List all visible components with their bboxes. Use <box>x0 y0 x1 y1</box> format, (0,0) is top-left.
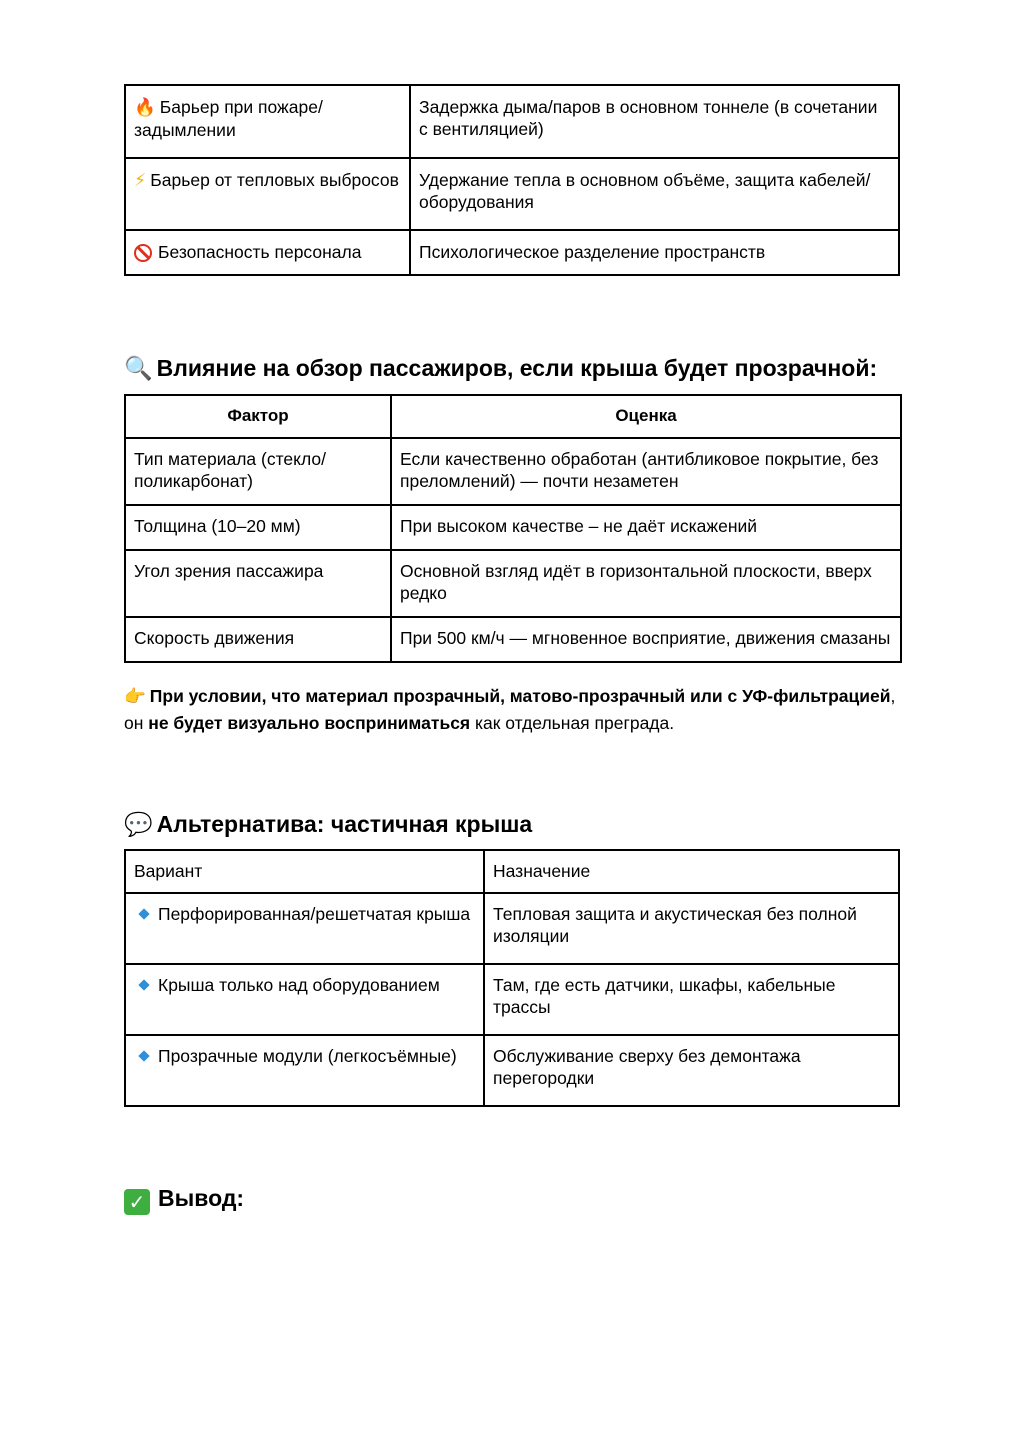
table-cell: При 500 км/ч — мгновенное восприятие, движения смазаны <box>391 617 901 662</box>
speech-bubble-icon: 💬 <box>124 812 153 838</box>
table-row <box>125 230 899 275</box>
table-cell <box>125 85 410 158</box>
column-header: Оценка <box>391 395 901 438</box>
document-page <box>124 84 900 1215</box>
lightning-icon: ⚡ <box>134 171 147 191</box>
table-cell: Психологическое разделение пространств <box>410 230 899 275</box>
table-cell: Задержка дыма/паров в основном тоннеле (в сочетании с вентиляцией) <box>410 85 899 158</box>
blue-diamond-icon <box>138 980 149 991</box>
barrier-name: Барьер при пожаре/задымлении <box>134 97 323 140</box>
fire-icon: 🔥 <box>134 98 156 118</box>
table-cell: Скорость движения <box>125 617 391 662</box>
table-cell <box>125 964 484 1035</box>
table-row <box>125 438 901 505</box>
table-header-row <box>125 395 901 438</box>
view-factors-table <box>124 394 902 663</box>
magnifier-icon: 🔍 <box>124 356 153 382</box>
section-title: Влияние на обзор пассажиров, если крыша будет прозрачной: <box>156 355 878 381</box>
table-row <box>125 1035 899 1106</box>
variant-label: Крыша только над оборудованием <box>158 975 440 995</box>
table-cell: Тип материала (стекло/поликарбонат) <box>125 438 391 505</box>
note-bold: не будет визуально восприниматься <box>148 713 471 733</box>
column-header: Вариант <box>125 850 484 893</box>
table-cell: Угол зрения пассажира <box>125 550 391 617</box>
table-cell: Тепловая защита и акустическая без полной изоляции <box>484 893 899 964</box>
table-cell: Основной взгляд идёт в горизонтальной плоскости, вверх редко <box>391 550 901 617</box>
table-cell: Обслуживание сверху без демонтажа перегородки <box>484 1035 899 1106</box>
table-row <box>125 505 901 550</box>
table-cell <box>125 158 410 230</box>
table-cell <box>125 1035 484 1106</box>
barrier-name: Безопасность персонала <box>158 242 362 262</box>
table-cell <box>125 893 484 964</box>
table-row <box>125 85 899 158</box>
table-cell: Там, где есть датчики, шкафы, кабельные трассы <box>484 964 899 1035</box>
table-cell: При высоком качестве – не даёт искажений <box>391 505 901 550</box>
blue-diamond-icon <box>138 909 149 920</box>
note-bold: При условии, что материал прозрачный, матово-прозрачный или с УФ-фильтрацией <box>149 686 891 706</box>
check-mark-icon: ✓ <box>124 1189 150 1215</box>
table-cell: Толщина (10–20 мм) <box>125 505 391 550</box>
section-heading <box>124 1183 900 1215</box>
column-header: Назначение <box>484 850 899 893</box>
table-row <box>125 617 901 662</box>
table-row <box>125 964 899 1035</box>
variant-label: Перфорированная/решетчатая крыша <box>158 904 471 924</box>
barrier-name: Барьер от тепловых выбросов <box>150 170 399 190</box>
pointing-hand-icon: 👉 <box>124 687 146 707</box>
table-row <box>125 893 899 964</box>
section-heading <box>124 809 900 841</box>
variant-label: Прозрачные модули (легкосъёмные) <box>158 1046 457 1066</box>
blue-diamond-icon <box>138 1051 149 1062</box>
note-text: , он <box>124 686 896 733</box>
table-cell: Удержание тепла в основном объёме, защита кабелей/оборудования <box>410 158 899 230</box>
barrier-table <box>124 84 900 276</box>
section-title: Вывод: <box>158 1185 245 1211</box>
view-conclusion-note <box>124 683 900 736</box>
table-row <box>125 550 901 617</box>
table-cell <box>125 230 410 275</box>
note-text: как отдельная преграда. <box>470 713 675 733</box>
column-header: Фактор <box>125 395 391 438</box>
table-row <box>125 158 899 230</box>
prohibited-icon <box>134 244 152 262</box>
partial-roof-table <box>124 849 900 1107</box>
section-heading <box>124 353 900 385</box>
table-cell: Если качественно обработан (антибликовое покрытие, без преломлений) — почти незаметен <box>391 438 901 505</box>
table-header-row <box>125 850 899 893</box>
section-title: Альтернатива: частичная крыша <box>156 811 533 837</box>
